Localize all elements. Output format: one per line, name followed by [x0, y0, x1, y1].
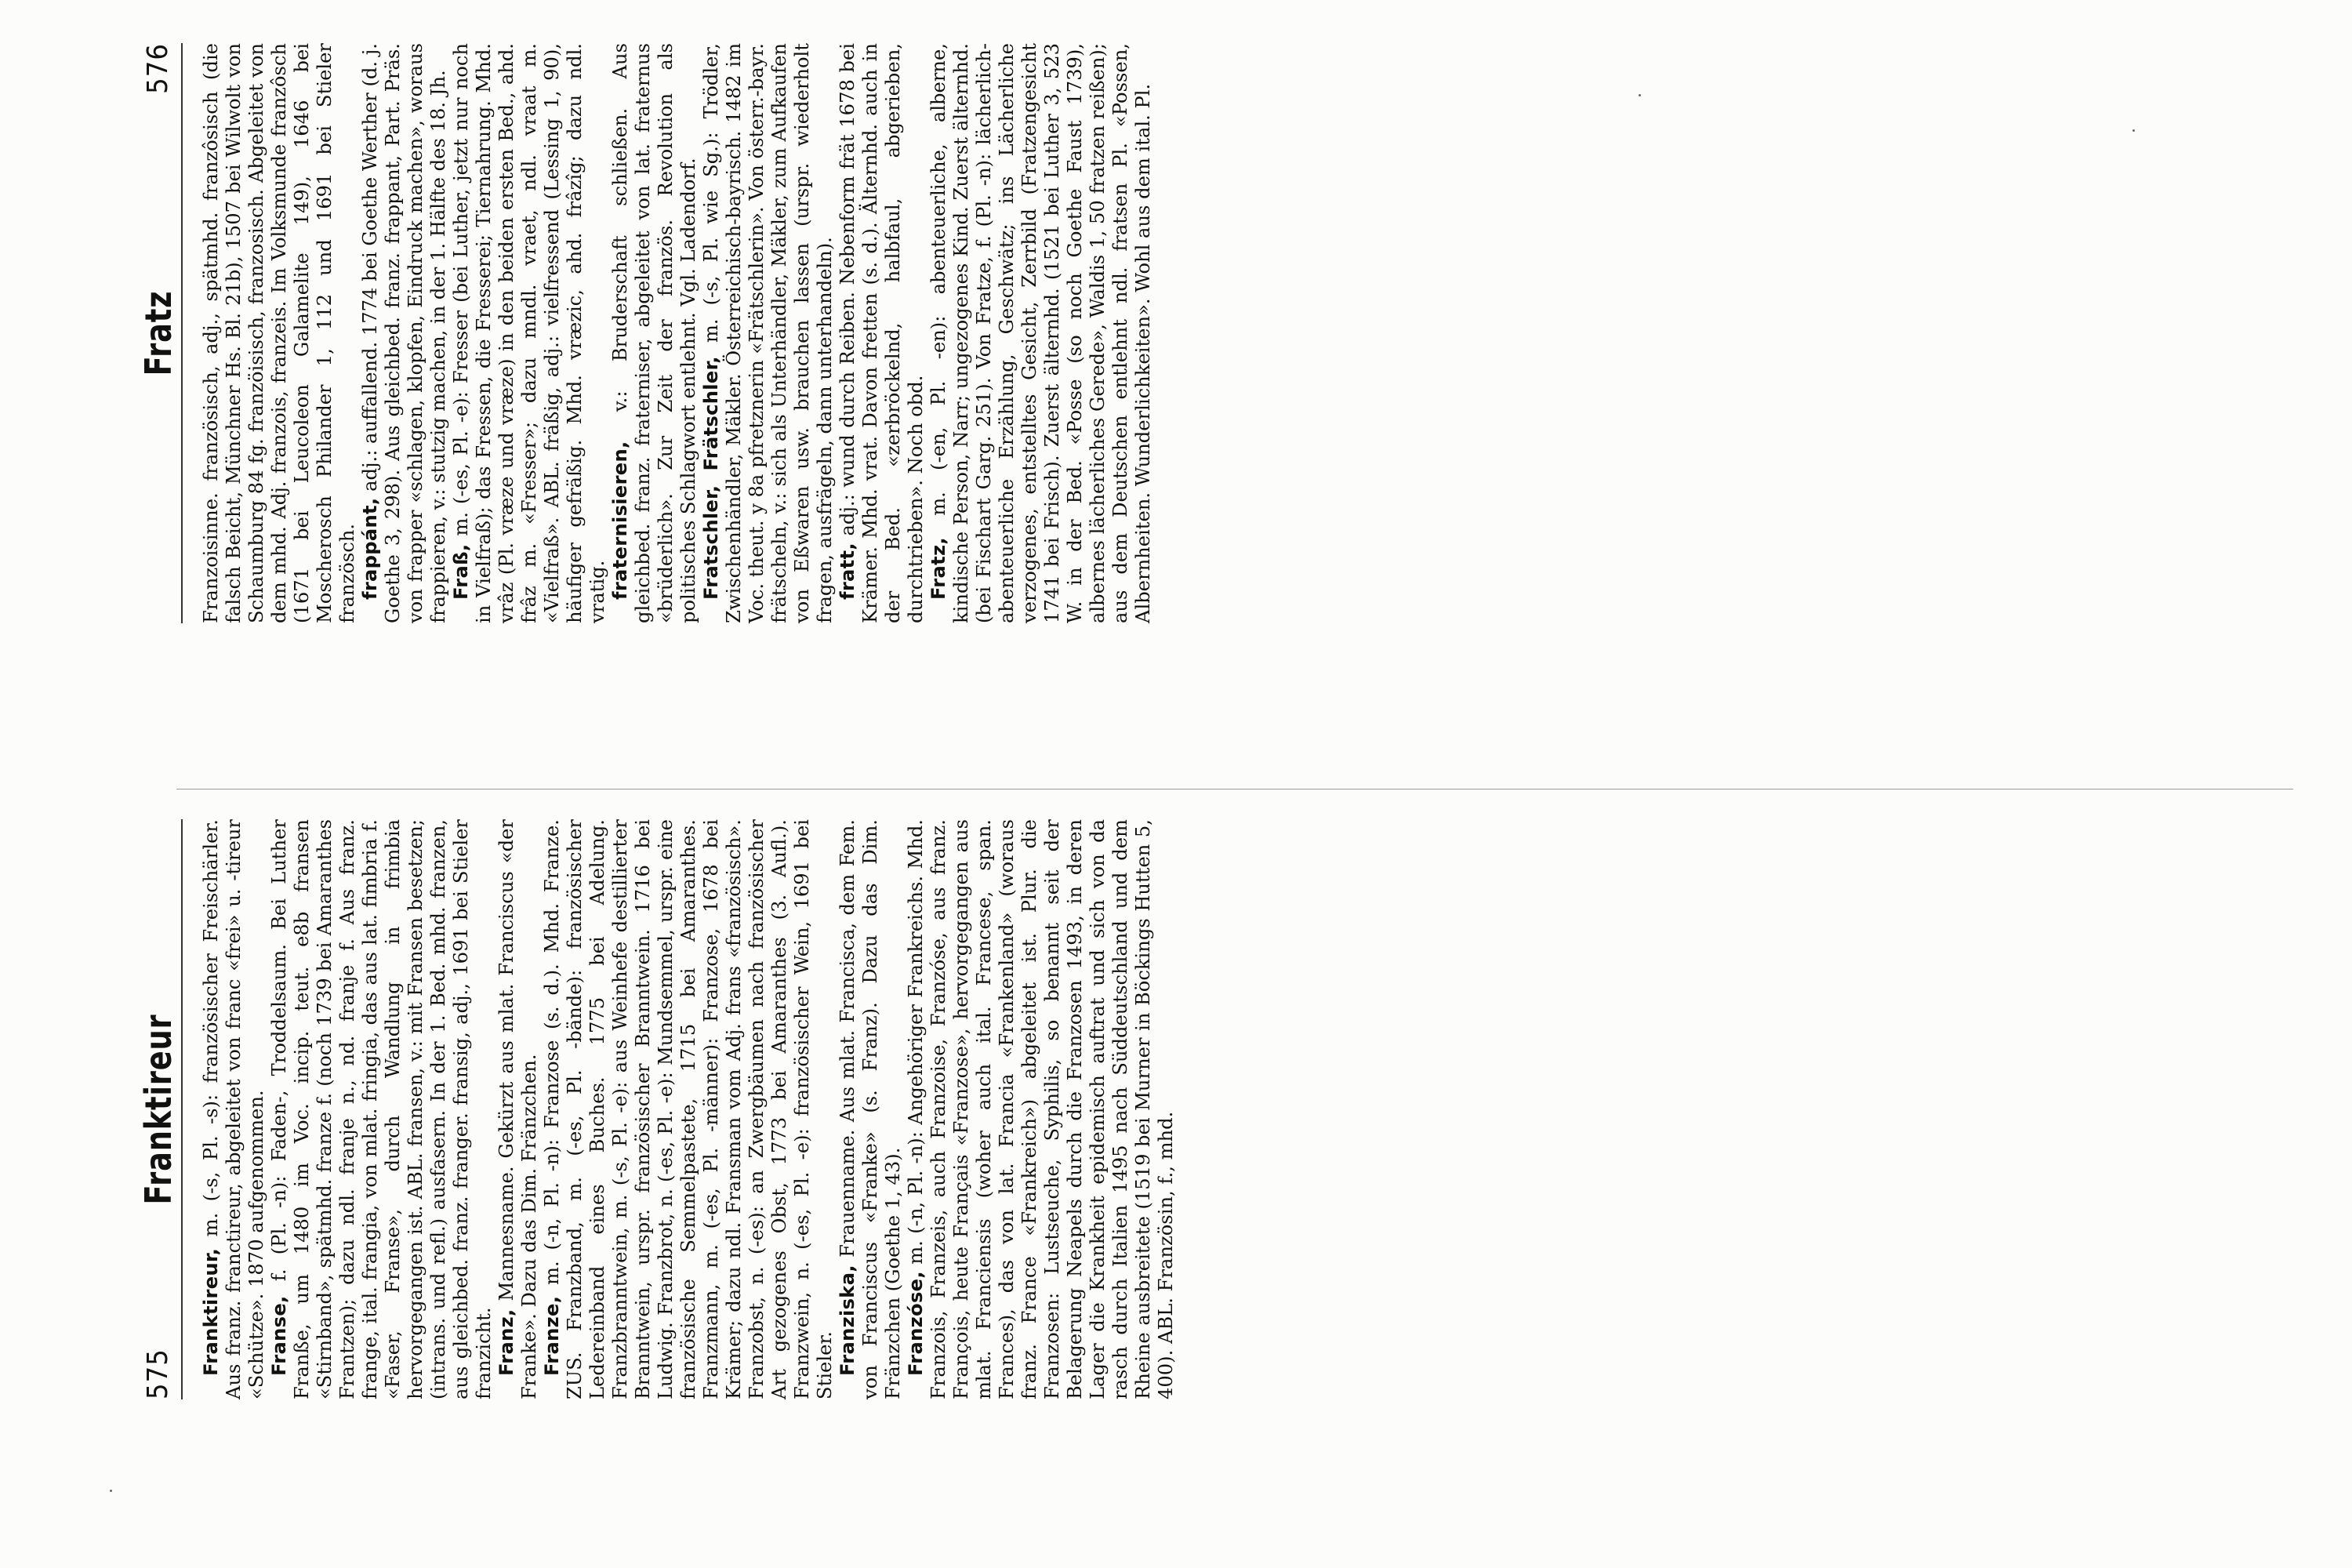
running-head	[137, 819, 184, 1399]
entry-text: m. (-en, Pl. -en): abenteuerliche, alberne, kindische Person, Narr; ungezogenes Kind. Zuerst älternhd. (bei Fischart Garg. 251). Von Fratze, f. (Pl. -n): lächerlich-abenteuerliche Erzählung, Geschwätz; ins Lächerliche verzogenes, entstelltes Gesicht, Zerrbild (Fratzengesicht 1741 bei Frisch). Zuerst älternhd. (1521 bei Luther 3, 523 W. in der Bed. «Posse (so noch Goethe Faust 1739), albernes lächerliches Gerede», Waldis 1, 50 fratzen reißen); aus dem Deutschen entlehnt ndl. fratsen Pl. «Possen, Albernheiten. Wunderlichkeiten». Wohl aus dem ital. Pl.	[927, 43, 1154, 623]
running-head	[137, 43, 184, 623]
entry-headword: Fratz,	[927, 537, 949, 600]
dictionary-entry	[359, 43, 450, 623]
entry-text: m. (-es, Pl. -e): Fresser (bei Luther, jetzt nur noch in Vielfraß); das Fressen, die Fresserei; Tiernahrung. Mhd. vrâz (Pl. vræze und vræze) in den beiden ersten Bed., ahd. frâz m. «Fresser»; dazu mndl. vraet, ndl. vraat m. «Vielfraß». ABL. fräßig, adj.: vielfressend (Lessing 1, 90), häufiger gefräßig. Mhd. vræzic, ahd. frâzîg; dazu ndl. vratig.	[450, 43, 608, 623]
dictionary-entry	[837, 819, 905, 1399]
dictionary-entry	[450, 43, 609, 623]
page-number: 576	[142, 43, 174, 94]
dictionary-entry	[495, 819, 541, 1399]
entry-text: Mannesname. Gekürzt aus mlat. Franciscus «der Franke». Dazu das Dim. Fränzchen.	[495, 819, 540, 1399]
scan-speck	[2132, 129, 2135, 132]
entry-headword: Franzóse,	[905, 1271, 927, 1376]
entry-text: Frauenname. Aus mlat. Francisca, dem Fem. von Franciscus «Franke» (s. Franz). Dazu das Dim. Fränzchen (Goethe 1, 43).	[837, 819, 904, 1399]
entry-headword: frappánt,	[359, 497, 381, 600]
entry-text: f. (Pl. -n): Faden-, Troddelsaum. Bei Luther Franße, um 1480 im Voc. incip. teut. e8b fransen «Stirnband», spätmhd. franze f. (noch 1739 bei Amaranthes Frantzen); dazu ndl. franje n., nd. franje f. Aus franz. frange, ital. frangia, von mlat. fringia, das aus lat. fimbria f. «Faser, Franse», durch Wandlung in frimbia hervorgegangen ist. ABL. fransen, v.: mit Fransen besetzen; (intrans. und refl.) ausfasern. In der 1. Bed. mhd. franzen, aus gleichbed. franz. franger. fransig, adj., 1691 bei Stieler franzicht.	[268, 819, 495, 1399]
entry-text: m. (-s, Pl. -s): französischer Freischärler. Aus franz. franctireur, abgeleitet von franc «frei» u. -tireur «Schütze». 1870 aufgenommen.	[200, 819, 267, 1399]
entry-text: adj.: auffallend. 1774 bei Goethe Werther (d. j. Goethe 3, 298). Aus gleichbed. franz. frappant, Part. Präs. von frapper «schlagen, klopfen, Eindruck machen», woraus frappieren, v.: stutzig machen, in der 1. Hälfte des 18. Jh.	[359, 43, 449, 623]
dictionary-entry	[200, 819, 268, 1399]
header-rule	[181, 43, 183, 623]
page-number: 575	[142, 1348, 174, 1399]
entry-headword: Franse,	[268, 1295, 290, 1376]
scan-speck	[110, 1490, 112, 1492]
head-word: Fratz	[137, 290, 180, 376]
entry-column	[200, 43, 1155, 623]
entry-text: Franzoisinne. französisch, adj., spätmhd. franzôsisch (die falsch Beicht, Münchner Hs. Bl. 21b), 1507 bei Wilwolt von Schaumburg 84 fg. franzöisisch, franzosisch. Abgeleitet von dem mhd. Adj. franzois, franzeis. Im Volksmunde franzôsch (1671 bei Leucoleon Galamelite 149), 1646 bei Moscherosch Philander 1, 112 und 1691 bei Stieler französch.	[200, 43, 358, 623]
entry-headword: Fratschler, Frätschler,	[700, 356, 722, 600]
dictionary-entry	[905, 819, 1178, 1399]
entry-headword: fratt,	[837, 543, 858, 600]
entry-headword: fraternisieren,	[609, 441, 631, 600]
entry-text: v.: Bruderschaft schließen. Aus gleichbed. franz. fraterniser, abgeleitet von lat. fraternus «brüderlich». Zur Zeit der französ. Revolution als politisches Schlagwort entlehnt. Vgl. Ladendorf.	[609, 43, 699, 623]
left-page	[0, 792, 2344, 1560]
entry-text: m. (-n, Pl. -n): Angehöriger Frankreichs. Mhd. Franzois, Franzeis, auch Franzoise, Franzóse, aus franz. François, heute Français «Franzose», hervorgegangen aus mlat. Franciensis (woher auch ital. Francese, span. Frances), das von lat. Francia «Frankenland» (woraus franz. France «Frankreich») abgeleitet ist. Plur. die Franzosen: Lustseuche, Syphilis, so benannt seit der Belagerung Neapels durch die Franzosen 1493, in deren Lager die Krankheit epidemisch auftrat und sich von da rasch durch Italien 1495 nach Süddeutschland und dem Rheine ausbreitete (1519 bei Murner in Böckings Hutten 5, 400). ABL. Französin, f., mhd.	[905, 819, 1177, 1399]
dictionary-entry	[609, 43, 700, 623]
entry-headword: Franze,	[541, 1295, 563, 1376]
dictionary-entry	[927, 43, 1155, 623]
entry-headword: Franktireur,	[200, 1247, 222, 1376]
dictionary-entry	[200, 43, 359, 623]
head-word: Franktireur	[137, 1014, 180, 1205]
dictionary-entry	[541, 819, 837, 1399]
scan-speck	[1639, 94, 1641, 96]
dictionary-entry	[700, 43, 837, 623]
entry-headword: Fraß,	[450, 543, 472, 600]
entry-headword: Franz,	[495, 1308, 517, 1376]
dictionary-entry	[837, 43, 927, 623]
entry-text: adj.: wund durch Reiben. Nebenform frät 1678 bei Krämer. Mhd. vrat. Davon fretten (s. d.). Älternhd. auch in der Bed. «zerbröckelnd, halbfaul, abgerieben, durchtrieben». Noch obd.	[837, 43, 927, 623]
right-page	[0, 16, 2344, 784]
entry-text: m. (-s, Pl. wie Sg.): Trödler, Zwischenhändler, Mäkler. Österreichisch-bayrisch. 1482 im Voc. theut. y 8a pfretznerin «Frätschlerin». Von österr.-bayr. frätscheln, v.: sich als Unterhändler, Mäkler, zum Aufkaufen von Eßwaren usw. brauchen lassen (urspr. wiederholt fragen, ausfrägeln, dann unterhandeln).	[700, 43, 836, 623]
header-rule	[181, 819, 183, 1399]
entry-column	[200, 819, 1178, 1399]
entry-text: m. (-n, Pl. -n): Franzose (s. d.). Mhd. Franze. ZUS. Franzband, m. (-es, Pl. -bände): französischer Ledereinband eines Buches. 1775 bei Adelung. Franzbranntwein, m. (-s, Pl. -e): aus Weinhefe destillierter Branntwein, urspr. französischer Branntwein. 1716 bei Ludwig. Franzbrot, n. (-es, Pl. -e): Mundsemmel, urspr. eine französische Semmelpastete, 1715 bei Amaranthes. Franzmann, m. (-es, Pl. -männer): Franzose, 1678 bei Krämer; dazu ndl. Fransman vom Adj. frans «französisch». Franzobst, n. (-es): an Zwergbäumen nach französischer Art gezogenes Obst, 1773 bei Amaranthes (3. Aufl.). Franzwein, n. (-es, Pl. -e): französischer Wein, 1691 bei Stieler.	[541, 819, 836, 1399]
entry-headword: Franziska,	[837, 1265, 858, 1376]
dictionary-entry	[268, 819, 495, 1399]
